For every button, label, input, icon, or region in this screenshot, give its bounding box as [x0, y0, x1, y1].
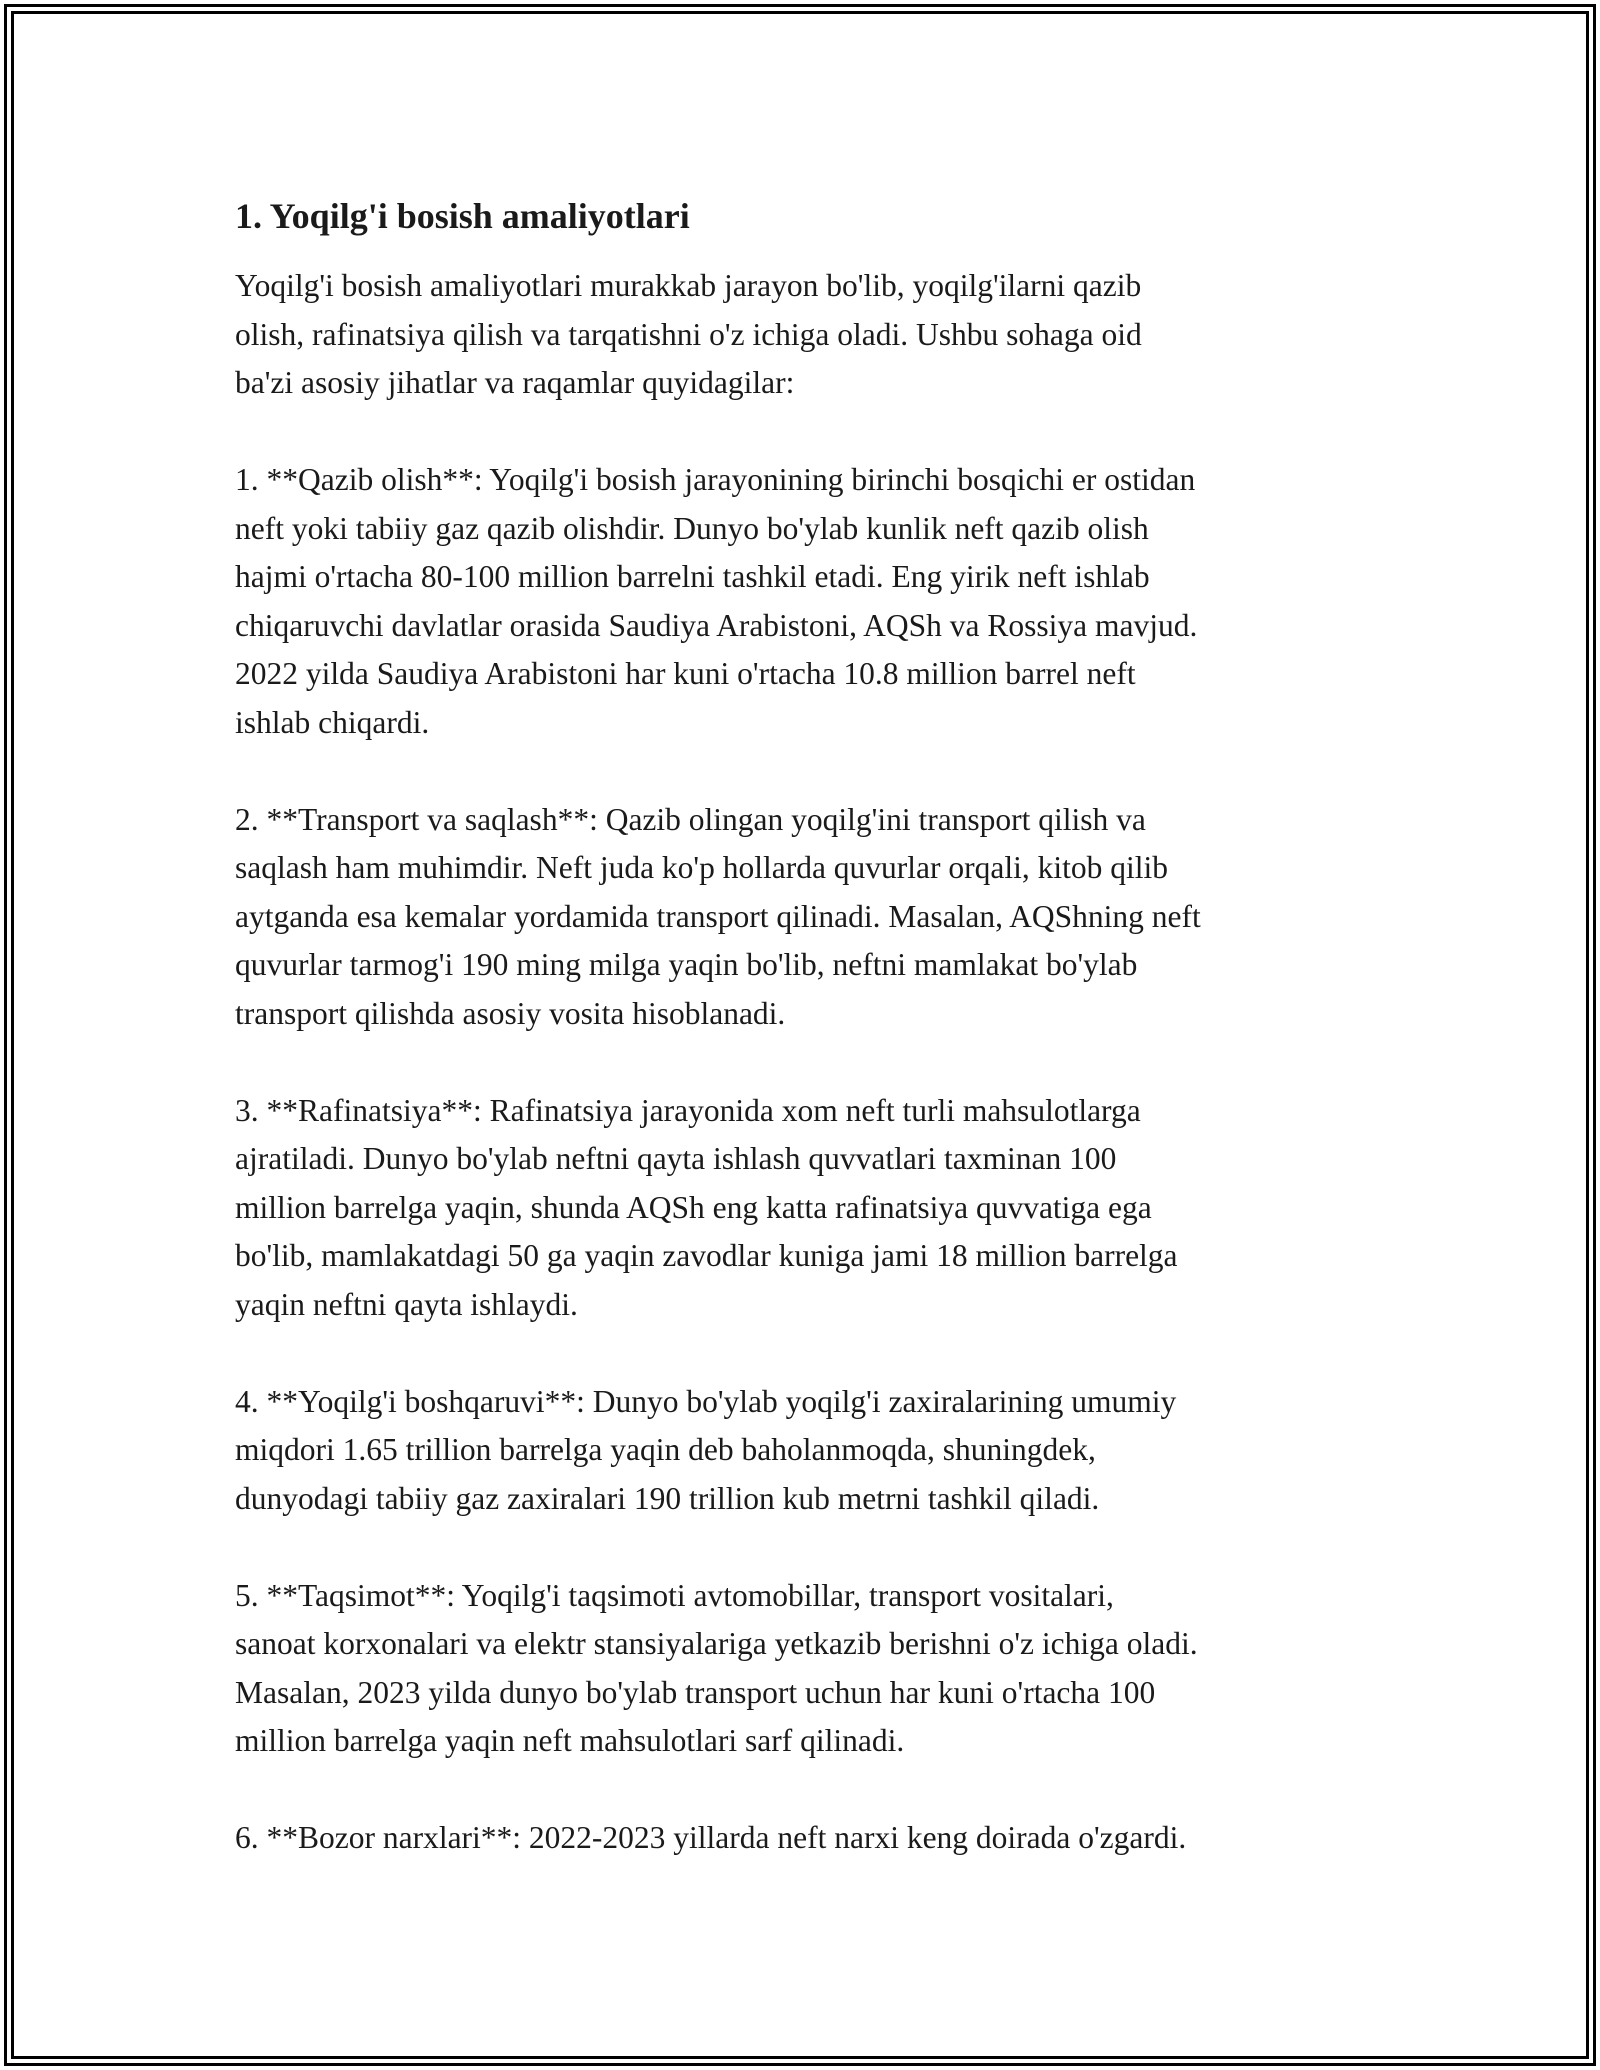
paragraph-refining: 3. **Rafinatsiya**: Rafinatsiya jarayonida xom neft turli mahsulotlarga ajratiladi. Dunyo bo'ylab neftni qayta ishlash quvvatlari taxminan 100 million barrelga yaqin, shunda AQSh eng katta rafinatsiya quvvatiga ega bo'lib, mamlakatdagi 50 ga yaqin zavodlar kuniga jami 18 million barrelga yaqin neftni qayta ishlaydi. [235, 1092, 1178, 1322]
intro-paragraph: Yoqilg'i bosish amaliyotlari murakkab jarayon bo'lib, yoqilg'ilarni qazib olish, rafinatsiya qilish va tarqatishni o'z ichiga oladi. Ushbu sohaga oid ba'zi asosiy jihatlar va raqamlar quyidagilar: [235, 268, 1142, 400]
paragraph-fuel-management: 4. **Yoqilg'i boshqaruvi**: Dunyo bo'ylab yoqilg'i zaxiralarining umumiy miqdori 1.65 trillion barrelga yaqin deb baholanmoqda, shuningdek, dunyodagi tabiiy gaz zaxiralari 190 trillion kub metrni tashkil qiladi. [235, 1383, 1177, 1516]
paragraph-transport-storage: 2. **Transport va saqlash**: Qazib olingan yoqilg'ini transport qilish va saqlash ham muhimdir. Neft juda ko'p hollarda quvurlar orqali, kitob qilib aytganda esa kemalar yordamida transport qilinadi. Masalan, AQShning neft quvurlar tarmog'i 190 ming milga yaqin bo'lib, neftni mamlakat bo'ylab transport qilishda asosiy vosita hisoblanadi. [235, 801, 1201, 1031]
document-body [235, 188, 1375, 1911]
paragraph-market-prices: 6. **Bozor narxlari**: 2022-2023 yillarda neft narxi keng doirada o'zgardi. [235, 1820, 1187, 1855]
paragraph-extraction: 1. **Qazib olish**: Yoqilg'i bosish jarayonining birinchi bosqichi er ostidan neft yoki tabiiy gaz qazib olishdir. Dunyo bo'ylab kunlik neft qazib olish hajmi o'rtacha 80-100 million barrelni tashkil etadi. Eng yirik neft ishlab chiqaruvchi davlatlar orasida Saudiya Arabistoni, AQSh va Rossiya mavjud. 2022 yilda Saudiya Arabistoni har kuni o'rtacha 10.8 million barrel neft ishlab chiqardi. [235, 462, 1198, 740]
paragraph-distribution: 5. **Taqsimot**: Yoqilg'i taqsimoti avtomobillar, transport vositalari, sanoat korxonalari va elektr stansiyalariga yetkazib berishni o'z ichiga oladi. Masalan, 2023 yilda dunyo bo'ylab transport uchun har kuni o'rtacha 100 million barrelga yaqin neft mahsulotlari sarf qilinadi. [235, 1577, 1198, 1758]
section-title: 1. Yoqilg'i bosish amaliyotlari [235, 196, 690, 236]
